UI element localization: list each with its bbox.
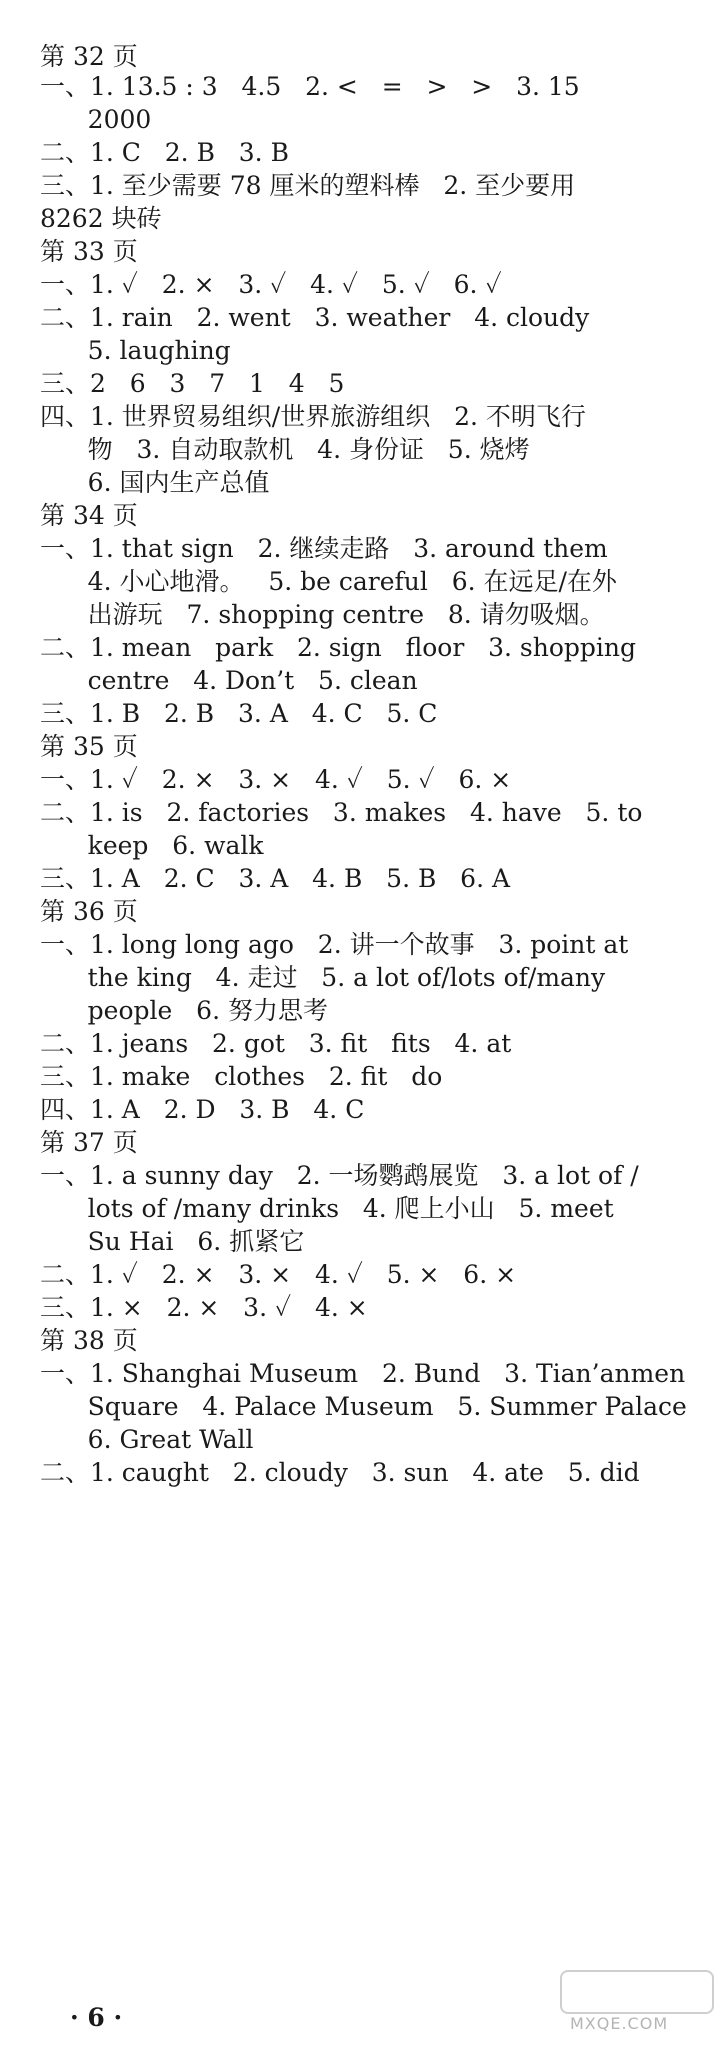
answer-line: 出游玩 7. shopping centre 8. 请勿吸烟。 [40,600,605,629]
answer-line: 5. laughing [40,336,231,365]
answer-line: 三、1. × 2. × 3. ✓ 4. × [40,1293,368,1322]
answer-line: 8262 块砖 [40,204,162,233]
page-heading-34: 第 34 页 [40,501,138,530]
page-number: · 6 · [70,2003,123,2032]
answer-line: Su Hai 6. 抓紧它 [40,1227,305,1256]
answer-line: 二、1. caught 2. cloudy 3. sun 4. ate 5. did [40,1458,640,1487]
answer-line: 2000 [40,105,152,134]
answer-line: 一、1. ✓ 2. × 3. × 4. ✓ 5. ✓ 6. × [40,765,512,794]
answer-line: keep 6. walk [40,831,264,860]
answer-line: 四、1. 世界贸易组织/世界旅游组织 2. 不明飞行 [40,402,586,431]
answer-line: 二、1. rain 2. went 3. weather 4. cloudy [40,303,590,332]
answer-line: 二、1. ✓ 2. × 3. × 4. ✓ 5. × 6. × [40,1260,517,1289]
answer-line: 6. 国内生产总值 [40,468,270,497]
answer-line: 6. Great Wall [40,1425,254,1454]
page-heading-35: 第 35 页 [40,732,138,761]
answer-line: 一、1. Shanghai Museum 2. Bund 3. Tian’anmen [40,1359,686,1388]
watermark-logo [560,1970,710,2040]
answer-line: 二、1. C 2. B 3. B [40,138,289,167]
answer-line: 一、1. long long ago 2. 讲一个故事 3. point at [40,930,629,959]
answer-line: 三、1. B 2. B 3. A 4. C 5. C [40,699,438,728]
watermark-url: MXQE.COM [570,2014,669,2033]
answer-line: 一、1. that sign 2. 继续走路 3. around them [40,534,608,563]
answer-line: 三、1. make clothes 2. fit do [40,1062,443,1091]
watermark-badge-icon [560,1970,714,2014]
answer-line: the king 4. 走过 5. a lot of/lots of/many [40,963,606,992]
answer-line: 四、1. A 2. D 3. B 4. C [40,1095,365,1124]
page-heading-37: 第 37 页 [40,1128,138,1157]
answer-line: 一、1. 13.5 : 3 4.5 2. < = > > 3. 15 [40,72,580,101]
answer-line: 三、1. A 2. C 3. A 4. B 5. B 6. A [40,864,511,893]
answer-line: Square 4. Palace Museum 5. Summer Palace [40,1392,687,1421]
answer-line: 4. 小心地滑。 5. be careful 6. 在远足/在外 [40,567,617,596]
page-heading-32: 第 32 页 [40,42,138,71]
page-heading-36: 第 36 页 [40,897,138,926]
answer-line: 三、2 6 3 7 1 4 5 [40,369,345,398]
answer-line: 物 3. 自动取款机 4. 身份证 5. 烧烤 [40,435,530,464]
answer-line: 二、1. mean park 2. sign floor 3. shopping [40,633,637,662]
page-heading-38: 第 38 页 [40,1326,138,1355]
answer-line: centre 4. Don’t 5. clean [40,666,418,695]
answer-line: 三、1. 至少需要 78 厘米的塑料棒 2. 至少要用 [40,171,576,200]
answer-line: 一、1. a sunny day 2. 一场鹦鹉展览 3. a lot of / [40,1161,639,1190]
answer-line: 一、1. ✓ 2. × 3. ✓ 4. ✓ 5. ✓ 6. ✓ [40,270,502,299]
answer-line: lots of /many drinks 4. 爬上小山 5. meet [40,1194,614,1223]
page-heading-33: 第 33 页 [40,237,138,266]
answer-line: 二、1. jeans 2. got 3. fit fits 4. at [40,1029,512,1058]
answer-line: 二、1. is 2. factories 3. makes 4. have 5. to [40,798,643,827]
answer-line: people 6. 努力思考 [40,996,328,1025]
